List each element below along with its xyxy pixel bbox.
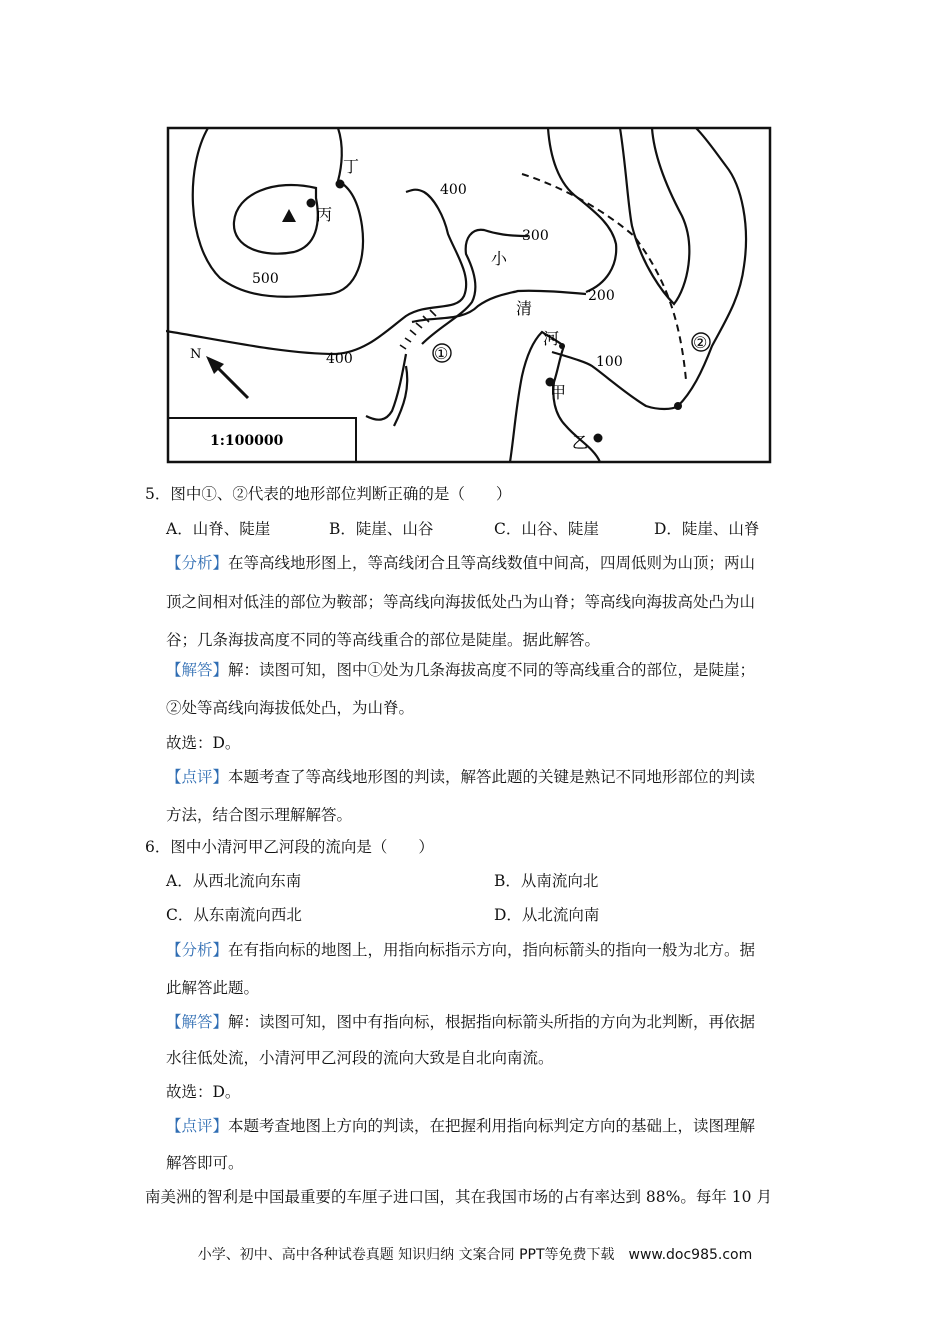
label-100: 100	[596, 354, 623, 370]
contour-summit	[234, 185, 318, 254]
q6-analysis-tag: 【分析】	[166, 941, 229, 959]
q5-option-d: D．陡崖、山脊	[654, 520, 760, 538]
q5-answer-line-2: ②处等高线向海拔低处凸，为山脊。	[166, 699, 415, 717]
page-footer: 小学、初中、高中各种试卷真题 知识归纳 文案合同 PPT等免费下载 www.doc985.com	[197, 1247, 753, 1263]
point-ding	[336, 180, 345, 189]
label-north: N	[190, 347, 202, 362]
q6-option-d: D．从北流向南	[494, 906, 600, 924]
contour-300	[422, 230, 528, 344]
q5-analysis-line-3: 谷；几条海拔高度不同的等高线重合的部位是陡崖。据此解答。	[166, 631, 601, 649]
q6-comment-line-1: 【点评】本题考查地图上方向的判读，在把握利用指向标判定方向的基础上，读图理解	[166, 1117, 756, 1135]
q5-option-c: C．山谷、陡崖	[494, 520, 599, 538]
contour-outer-east	[548, 128, 616, 292]
point-east	[674, 402, 682, 410]
label-jia: 甲	[550, 383, 567, 402]
q5-comment-tag: 【点评】	[166, 768, 229, 786]
q6-analysis-line-2: 此解答此题。	[166, 979, 260, 997]
q6-option-b: B．从南流向北	[494, 872, 599, 890]
q5-analysis-line-2: 顶之间相对低洼的部位为鞍部；等高线向海拔低处凸为山脊；等高线向海拔高处凸为山	[166, 593, 756, 611]
q6-comment-line-2: 解答即可。	[166, 1154, 244, 1172]
q6-choice: 故选：D。	[166, 1083, 241, 1101]
summit-triangle-icon	[282, 209, 296, 222]
contour-100-inner	[620, 128, 689, 304]
point-yi	[594, 434, 603, 443]
q5-comment-line-1: 【点评】本题考查了等高线地形图的判读，解答此题的关键是熟记不同地形部位的判读	[166, 768, 756, 786]
label-300: 300	[522, 228, 549, 244]
point-he	[559, 343, 565, 349]
point-bing	[307, 199, 316, 208]
label-400-upper: 400	[440, 182, 467, 198]
q5-answer-tag: 【解答】	[166, 661, 229, 679]
north-arrow-line	[216, 366, 248, 398]
label-400-lower: 400	[326, 351, 353, 367]
next-paragraph: 南美洲的智利是中国最重要的车厘子进口国，其在我国市场的占有率达到 88%。每年 10 月	[145, 1188, 772, 1206]
contour-map	[166, 126, 772, 464]
ridge-dashed-line	[522, 174, 686, 380]
label-yi: 乙	[572, 433, 589, 452]
q5-answer-line-1: 【解答】解：读图可知，图中①处为几条海拔高度不同的等高线重合的部位，是陡崖；	[166, 661, 756, 679]
q5-stem: 5．图中①、②代表的地形部位判断正确的是（ ）	[145, 485, 512, 503]
contour-400-west	[338, 128, 342, 181]
q6-answer-tag: 【解答】	[166, 1013, 229, 1031]
label-xiao: 小	[491, 249, 508, 268]
label-200: 200	[588, 288, 615, 304]
label-he: 河	[543, 329, 560, 348]
q5-analysis-line-1: 【分析】在等高线地形图上，等高线闭合且等高线数值中间高，四周低则为山顶；两山	[166, 554, 756, 572]
q5-comment-line-2: 方法，结合图示理解解答。	[166, 806, 353, 824]
label-500: 500	[252, 271, 279, 287]
label-qing: 清	[516, 299, 533, 318]
label-scale: 1:100000	[210, 433, 284, 449]
q6-answer-line-1: 【解答】解：读图可知，图中有指向标，根据指向标箭头所指的方向为北判断，再依据	[166, 1013, 756, 1031]
q6-answer-line-2: 水往低处流，小清河甲乙河段的流向大致是自北向南流。	[166, 1049, 554, 1067]
q6-option-a: A．从西北流向东南	[166, 872, 302, 890]
label-marker-1: ①	[434, 344, 449, 363]
q5-choice: 故选：D。	[166, 734, 241, 752]
q6-option-c: C．从东南流向西北	[166, 906, 302, 924]
q6-comment-tag: 【点评】	[166, 1117, 229, 1135]
label-bing: 丙	[316, 205, 333, 224]
q6-analysis-line-1: 【分析】在有指向标的地图上，用指向标指示方向，指向标箭头的指向一般为北方。据	[166, 941, 756, 959]
q5-option-b: B．陡崖、山谷	[329, 520, 434, 538]
label-marker-2: ②	[693, 333, 708, 352]
q5-analysis-tag: 【分析】	[166, 554, 229, 572]
label-ding: 丁	[343, 157, 360, 176]
q6-stem: 6．图中小清河甲乙河段的流向是（ ）	[145, 838, 434, 856]
q5-option-a: A．山脊、陡崖	[166, 520, 271, 538]
